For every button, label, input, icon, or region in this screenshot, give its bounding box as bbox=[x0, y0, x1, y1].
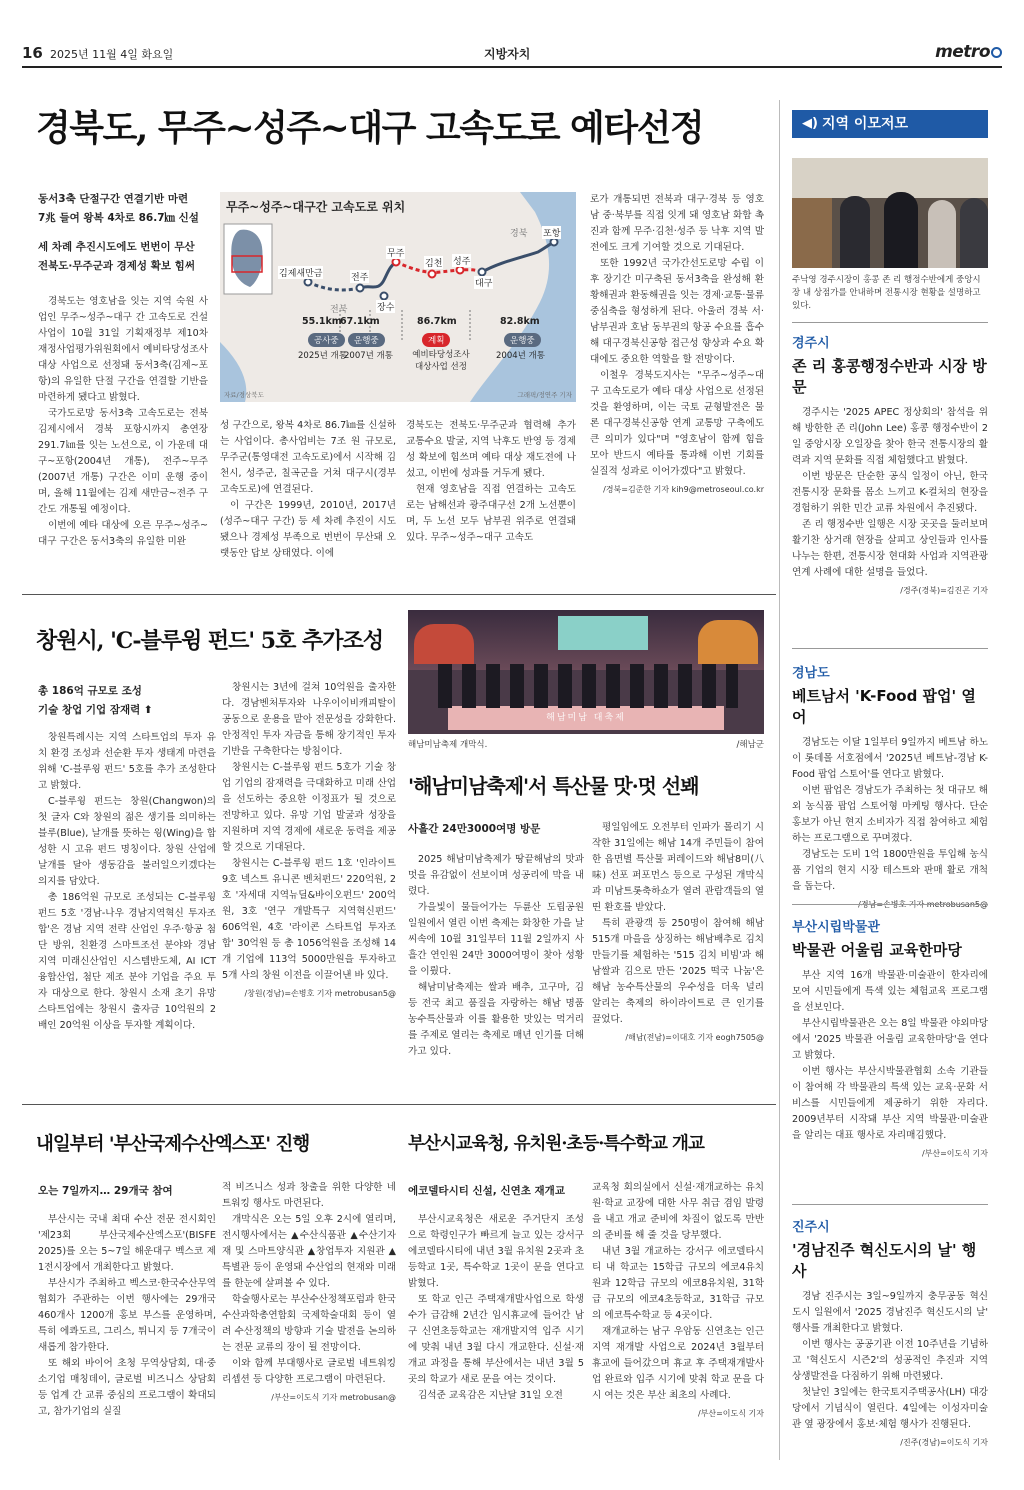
sidebar-region: 경주시 bbox=[792, 336, 830, 351]
map-region-label: 전북 bbox=[330, 305, 348, 315]
distance-label: 67.1km bbox=[340, 316, 380, 327]
article1-subheads bbox=[38, 190, 208, 276]
person-figure bbox=[840, 196, 870, 268]
divider bbox=[792, 904, 988, 905]
photo-credit: /해남군 bbox=[736, 740, 764, 750]
article5-paragraph: 김석준 교육감은 지난달 31일 오전 bbox=[418, 1390, 563, 1401]
person-figure bbox=[928, 200, 956, 268]
sidebar-byline: /진주(경남)=이도식 기자 bbox=[900, 1438, 988, 1447]
divider bbox=[792, 648, 988, 649]
article1-paragraph: 이철우 경북도지사는 "무주~성주~대구 고속도로가 예타 대상 사업으로 선정된 것을 환영하며, 이는 국토 균형발전은 물론 대구경북신공항 연계 교통망 구축에도 큰 의미가 있다"며 "영호남이 함께 힘을 모아 반드시 예타를 통과해 이번 기회를 실질적 성과로 이어가겠다"고 밝혔다. bbox=[590, 370, 764, 477]
article2-paragraph: 창원시는 C-블루윙 펀드 5호가 기술 창업 기업의 잠재력을 극대화하고 미래 산업을 선도하는 중요한 이정표가 될 것으로 전망하고 있다. 유망 기업 발굴과 성장을 지원하며 지역 경제에 새로운 동력을 제공할 것으로 기대된다. bbox=[222, 762, 396, 853]
map-credit: 그래픽/정연주 기자 bbox=[517, 391, 572, 399]
article1-subhead: 동서3축 단절구간 연결기반 마련 bbox=[38, 193, 189, 205]
article1-col3 bbox=[406, 418, 576, 546]
article1-title: 경북도, 무주~성주~대구 고속도로 예타선정 bbox=[36, 107, 704, 149]
city-label: 포항 bbox=[542, 226, 561, 239]
sidebar-byline: /부산=이도식 기자 bbox=[921, 1149, 988, 1158]
road-segment-daegu-pohang bbox=[482, 242, 554, 272]
person-figure bbox=[960, 198, 988, 268]
photo-caption-text: 해남미남축제 개막식. bbox=[408, 740, 488, 750]
sidebar-body bbox=[792, 405, 988, 599]
article1-paragraph: 국가도로망 동서3축 고속도로는 전북 김제시에서 경북 포항시까지 총연장 291.7㎞를 잇는 노선으로, 이 가운데 대구~포항(2004년 개통), 전주~무주(2007년 개통) 구간은 이미 운행 중이며, 올해 11월에는 김제 새만금~전주 구간도 개통될 예정이다. bbox=[38, 408, 208, 515]
status-badge: 운행중 bbox=[504, 333, 541, 347]
article4-subhead: 오는 7일까지… 29개국 참여 bbox=[38, 1185, 173, 1197]
article4-paragraph: 개막식은 오는 5일 오후 2시에 열리며, 전시행사에서는 ▲수산식품관 ▲수산기자재 및 스마트양식관 ▲창업투자 지원관 ▲특별관 등이 운영돼 수산업의 현재와 미래를 한눈에 살펴볼 수 있다. bbox=[222, 1214, 396, 1289]
sidebar-title: 박물관 어울림 교육한마당 bbox=[792, 941, 962, 959]
distance-label: 82.8km bbox=[500, 316, 540, 327]
article1-subhead: 7兆 들여 왕복 4차로 86.7㎞ 신설 bbox=[38, 212, 199, 224]
article3-paragraph: 가을빛이 물들어가는 두륜산 도립공원 일원에서 열린 이번 축제는 화창한 가을 날씨속에 10월 31일부터 11월 2일까지 사흘간 연인원 24만 3000여명이 찾아 성황을 이뤘다. bbox=[408, 902, 584, 977]
divider bbox=[792, 322, 988, 323]
route-map-graphic bbox=[220, 192, 576, 402]
sidebar-byline bbox=[792, 897, 988, 913]
article4-paragraph: 적 비즈니스 성과 창출을 위한 다양한 네트워킹 행사도 마련된다. bbox=[222, 1182, 396, 1209]
article3-title: '해남미남축제'서 특산물 맛·멋 선봬 bbox=[408, 774, 699, 798]
status-badge: 운행중 bbox=[348, 333, 385, 347]
article5-paragraph: 또 학교 인근 주택재개발사업으로 학생 수가 급감해 2년간 임시휴교에 들어간 남구 신연초등학교는 재개발지역 입주 시기에 맞춰 내년 3월 다시 개교한다. 신설·재개교 과정을 통해 부산에서는 내년 3월 5곳의 학교가 새로 문을 여는 것이다. bbox=[408, 1294, 584, 1385]
sidebar-byline: /경주(경북)=김진곤 기자 bbox=[900, 586, 988, 595]
section-name: 지방자치 bbox=[484, 47, 531, 61]
sidebar-news-item bbox=[792, 916, 988, 1162]
article2-col1 bbox=[38, 730, 216, 1034]
city-label: 장수 bbox=[376, 300, 395, 313]
ceremony-people bbox=[438, 664, 738, 708]
segment-note: 2007년 개통 bbox=[344, 351, 393, 361]
haenam-festival-photo bbox=[408, 610, 764, 734]
city-label: 무주 bbox=[386, 246, 405, 259]
festival-banner-text: 해남미남 대축제 bbox=[546, 713, 626, 723]
sidebar-title: '경남진주 혁신도시의 날' 행사 bbox=[792, 1241, 977, 1280]
article3-subheads bbox=[408, 820, 584, 839]
article3-col1 bbox=[408, 852, 584, 1060]
article5-paragraph: 교육청 회의실에서 신설·재개교하는 유치원·학교 교장에 대한 사무 취급 겸임 발령을 내고 개교 준비에 차질이 없도록 만반의 준비를 해 줄 것을 당부했다. bbox=[592, 1182, 764, 1241]
divider bbox=[22, 1104, 776, 1105]
city-label: 성주 bbox=[452, 254, 471, 267]
article1-paragraph: 경북도는 영호남을 잇는 지역 숙원 사업인 무주~성주~대구 간 고속도로 건설사업이 10월 31일 기획재정부 제10차 재정사업평가위원회에서 예비타당성조사 대상 사업으로 선정돼 동서3축(김제~포항)의 유일한 단절 구간을 연결할 기반을 마련하게 됐다고 밝혔다. bbox=[38, 296, 208, 403]
city-dot bbox=[479, 269, 486, 276]
article5-subhead: 에코델타시티 신설, 신연초 재개교 bbox=[408, 1185, 565, 1197]
city-dot bbox=[305, 279, 312, 286]
article1-paragraph: 이번에 예타 대상에 오른 무주~성주~대구 구간은 동서3축의 유일한 미완 bbox=[38, 520, 208, 547]
market-ceiling bbox=[792, 158, 988, 198]
article1-col2 bbox=[220, 418, 396, 562]
article2-paragraph: 창원시는 3년에 걸쳐 10억원을 출자한다. 경남벤처투자와 나우이이비캐피탈이 공동으로 운용을 맡아 전문성을 강화한다. 안정적인 투자 자금을 통해 장기적인 투자 기반을 구축한다는 방침이다. bbox=[222, 682, 396, 757]
road-segment-gimje-jeonju bbox=[308, 282, 360, 290]
distance-label: 86.7km bbox=[417, 316, 457, 327]
city-dot bbox=[357, 285, 364, 292]
article1-paragraph: 또한 1992년 국가간선도로망 수립 이후 장기간 미구축된 동서3축을 완성해 환황해권과 환동해권을 잇는 경제·교통·물류 중심축을 형성하게 된다. 아울러 경북 서·남부권과 호남 동부권의 항공 수요를 흡수해 대구경북신공항 접근성 향상과 수요 확대에도 중요한 역할을 할 전망이다. bbox=[590, 258, 764, 365]
article2-subhead: 총 186억 규모로 조성 bbox=[38, 685, 142, 697]
article1-paragraph: 현재 영호남을 직접 연결하는 고속도로는 남해선과 광주대구선 2개 노선뿐이며, 두 노선 모두 남부권 위주로 연결돼 있다. 무주~성주~대구 고속도 bbox=[406, 484, 576, 543]
sidebar-header bbox=[792, 110, 988, 138]
sidebar-paragraph: 부산시립박물관은 오는 8일 박물관 야외마당에서 '2025 박물관 어울림 교육한마당'을 연다고 밝혔다. bbox=[792, 1018, 988, 1061]
city-dot bbox=[393, 259, 400, 266]
article2-subheads bbox=[38, 682, 218, 720]
article2-paragraph: 창원시는 C-블루윙 펀드 1호 '인라이트 9호 넥스트 유니콘 벤처펀드' 220억원, 2호 '자세대 지역뉴딜&바이오펀드' 200억원, 3호 '연구 개발특구 지역혁신펀드' 606억원, 4호 '라이콘 스타트업 투자조합' 30억원 등 총 1056억원을 조성해 14개 기업에 113억 5000만원을 투자하고 5개 사의 창원 이전을 이끌어낸 바 있다. bbox=[222, 858, 396, 981]
article1-subhead: 전북도·무주군과 경제성 확보 힘써 bbox=[38, 260, 195, 272]
route-map bbox=[220, 192, 576, 402]
sidebar-photo bbox=[792, 158, 988, 268]
article2-byline: /창원(경남)=손병호 기자 metrobusan5@ bbox=[244, 989, 396, 998]
divider bbox=[792, 1204, 988, 1205]
stage-decor bbox=[414, 624, 474, 664]
sidebar-paragraph: 경남 진주시는 3일~9일까지 충무공동 혁신도시 일원에서 '2025 경남진주 혁신도시의 날' 행사를 개최한다고 밝혔다. bbox=[792, 1291, 988, 1334]
article5-col2 bbox=[592, 1180, 764, 1422]
article2-subhead: 기술 창업 기업 잠재력 ⬆ bbox=[38, 704, 153, 716]
article5-paragraph: 재개교하는 남구 우암동 신연초는 인근 지역 재개발 사업으로 2024년 3월부터 휴교에 들어갔으며 휴교 후 주택재개발사업 완료와 입주 시기에 맞춰 학교 문을 다시 여는 것은 부산 최초의 사례다. bbox=[592, 1326, 764, 1401]
status-badge: 공사중 bbox=[308, 333, 345, 347]
city-label: 전주 bbox=[350, 270, 369, 283]
article3-paragraph: 평일임에도 오전부터 인파가 몰리기 시작한 31일에는 해남 14개 주민들이 참여한 읍면별 특산물 퍼레이드와 해남8미(八味) 선포 퍼포먼스 등으로 구성된 개막식과 미남트롯축하쇼가 열려 관람객들의 열띤 환호를 받았다. bbox=[592, 822, 764, 913]
metro-logo bbox=[935, 42, 1002, 62]
sidebar-photo-caption: 주낙영 경주시장이 홍콩 존 리 행정수반에게 중앙시장 내 상점가를 안내하며 전통시장 현황을 설명하고 있다. bbox=[792, 275, 981, 311]
article2-paragraph: C-블루윙 펀드는 창원(Changwon)의 첫 글자 C와 창원의 젊은 생기를 의미하는 블루(Blue), 날개를 뜻하는 윙(Wing)을 합성한 시 고유 펀드 명칭이다. 창원 산업에 날개를 달아 생동감을 불러일으키겠다는 의지를 담았다. bbox=[38, 796, 216, 887]
article4-title: 내일부터 '부산국제수산엑스포' 진행 bbox=[36, 1134, 310, 1155]
article2-col2 bbox=[222, 680, 396, 1002]
divider bbox=[22, 594, 776, 595]
sidebar-paragraph: 경남도는 이달 1일부터 9일까지 베트남 하노이 롯데몰 서호점에서 '2025년 베트남-경남 K-Food 팝업 스토어'를 연다고 밝혔다. bbox=[792, 737, 988, 780]
article3-paragraph: 특히 관광객 등 250명이 참여해 해남 515개 마을을 상징하는 해남배추로 김치만들기를 체험하는 '515 김치 비빔'과 해남쌀과 김으로 만든 '2025 떡국 나눔'은 해남 농수특산물의 우수성을 더욱 널리 알리는 축제의 하이라이트로 큰 인기를 끌었다. bbox=[592, 918, 764, 1025]
sidebar-divider bbox=[779, 100, 780, 1460]
article3-subhead: 사흘간 24만3000여명 방문 bbox=[408, 823, 541, 835]
sidebar-news-item bbox=[792, 1216, 988, 1451]
segment-note: 2004년 개통 bbox=[496, 351, 545, 361]
sidebar-news-item bbox=[792, 332, 988, 599]
article4-paragraph: 이와 함께 부대행사로 글로벌 네트워킹 리셉션 등 다양한 프로그램이 마련된다. bbox=[222, 1358, 396, 1385]
article3-paragraph: 2025 해남미남축제가 땅끝해남의 맛과 멋을 유감없이 선보이며 성공리에 막을 내렸다. bbox=[408, 854, 584, 897]
article1-paragraph: 이 구간은 1999년, 2010년, 2017년(성주~대구 구간) 등 세 차례 추진이 시도됐으나 경제성 부족으로 번번이 무산돼 오랫동안 답보 상태였다. 이에 bbox=[220, 500, 396, 559]
stage-screen bbox=[558, 616, 648, 650]
sidebar-region: 경남도 bbox=[792, 666, 830, 681]
metro-logo-text: metro bbox=[935, 42, 990, 62]
issue-date: 2025년 11월 4일 화요일 bbox=[50, 48, 174, 61]
article1-paragraph: 경북도는 전북도·무주군과 협력해 추가 교통수요 발굴, 지역 낙후도 반영 등 경제성 확보에 힘쓰며 예타 대상 재도전에 나섰고, 이번에 성과를 거두게 됐다. bbox=[406, 420, 576, 479]
article1-paragraph: 로가 개통되면 전북과 대구·경북 등 영호남 중·북부를 직접 잇게 돼 영호남 화합 촉진과 함께 무주·김천·성주 등 낙후 지역 발전에도 크게 기여할 것으로 기대된다. bbox=[590, 194, 764, 253]
sidebar-paragraph: 이번 행사는 공공기관 이전 10주년을 기념하고 '혁신도시 시즌2'의 성공적인 추진과 지역 상생발전을 다짐하기 위해 마련됐다. bbox=[792, 1339, 988, 1382]
page-number: 16 bbox=[22, 44, 43, 62]
article1-col1 bbox=[38, 294, 208, 550]
map-source: 자료/경상북도 bbox=[224, 391, 264, 399]
article1-paragraph: 성 구간으로, 왕복 4차로 86.7㎞를 신설하는 사업이다. 총사업비는 7조 원 규모로, 무주군(통영대전 고속도로)에서 시작해 김천시, 성주군, 칠곡군을 거쳐 대구시(경부고속도로)에 연결된다. bbox=[220, 420, 396, 495]
sidebar-body bbox=[792, 968, 988, 1162]
city-label: 김천 bbox=[424, 256, 443, 269]
distance-label: 55.1km bbox=[302, 316, 342, 327]
article4-byline: /부산=이도식 기자 metrobusan@ bbox=[271, 1393, 396, 1402]
sidebar-paragraph: 경남도는 도비 1억 1800만원을 투입해 농식품 기업의 현지 시장 테스트와 판매 활로 개척을 돕는다. bbox=[792, 849, 988, 892]
segment-note: 예비타당성조사 대상사업 선정 bbox=[412, 350, 470, 372]
article5-title: 부산시교육청, 유치원·초등·특수학교 개교 bbox=[408, 1134, 704, 1154]
article4-subheads bbox=[38, 1182, 218, 1201]
article4-col2 bbox=[222, 1180, 396, 1406]
article1-byline: /경북=김준한 기자 kih9@metroseoul.co.kr bbox=[603, 485, 764, 494]
sidebar-body bbox=[792, 1289, 988, 1451]
article2-paragraph: 총 186억원 규모로 조성되는 C-블루윙 펀드 5호 '경남-나우 경남지역혁신 투자조합'은 경남 지역 전략 산업인 우주·항공 첨단 방위, 친환경 스마트조선 분야와 경남 지역 미래신산업인 시스템반도체, AI ICT융합산업, 첨단 제조 분야 기업을 주요 투자 대상으로 한다. 창원시 소재 초기 유망 스타트업에는 창원시 출자금 10억원의 2배인 20억원 이상을 투자할 계획이다. bbox=[38, 892, 216, 1031]
article1-subhead: 세 차례 추진시도에도 번번이 무산 bbox=[38, 241, 195, 253]
status-badge: 계획 bbox=[422, 333, 450, 347]
city-label: 김제새만금 bbox=[278, 266, 323, 279]
article3-paragraph: 해남미남축제는 쌀과 배추, 고구마, 김 등 전국 최고 품질을 자랑하는 해남 명품 농수특산물과 이를 활용한 맛있는 먹거리를 주제로 열리는 축제로 매년 인기를 더해가고 있다. bbox=[408, 982, 584, 1057]
sidebar-paragraph: 이번 팝업은 경남도가 주최하는 첫 대규모 해외 농식품 팝업 스토어형 마케팅 행사다. 단순 홍보가 아닌 현지 소비자가 직접 참여하고 체험하는 프로그램으로 꾸며졌다. bbox=[792, 785, 988, 844]
sidebar-paragraph: 부산 지역 16개 박물관·미술관이 한자리에 모여 시민들에게 특색 있는 체험교육 프로그램을 선보인다. bbox=[792, 970, 988, 1013]
article2-title: 창원시, 'C-블루윙 펀드' 5호 추가조성 bbox=[36, 628, 383, 654]
article4-col1 bbox=[38, 1212, 216, 1420]
stage-decor bbox=[698, 620, 758, 664]
sidebar-paragraph: 이번 행사는 부산시박물관협회 소속 기관들이 참여해 각 박물관의 특색 있는 교육·문화 서비스를 시민들에게 제공하기 위한 자리다. 2009년부터 시작돼 부산 지역 박물관·미술관을 알리는 대표 행사로 자리매김했다. bbox=[792, 1066, 988, 1141]
article5-subheads bbox=[408, 1182, 588, 1201]
article3-col2 bbox=[592, 820, 764, 1046]
sidebar-title: 베트남서 'K-Food 팝업' 열어 bbox=[792, 687, 976, 726]
person-figure bbox=[884, 192, 918, 268]
article4-paragraph: 또 해외 바이어 초청 무역상담회, 대·중소기업 매칭데이, 글로벌 비즈니스 상담회 등 업계 간 교류 중심의 프로그램이 확대되고, 참가기업의 실질 bbox=[38, 1358, 216, 1417]
city-dot bbox=[551, 239, 558, 246]
page-header bbox=[22, 44, 1002, 66]
article1-col4 bbox=[590, 192, 764, 498]
metro-logo-mark-icon bbox=[991, 47, 1002, 58]
market-stall bbox=[792, 198, 832, 268]
map-region-label: 경북 bbox=[510, 229, 528, 239]
article5-col1 bbox=[408, 1212, 584, 1404]
map-title: 무주~성주~대구간 고속도로 위치 bbox=[226, 200, 406, 214]
article5-paragraph: 부산시교육청은 새로운 주거단지 조성으로 학령인구가 빠르게 늘고 있는 강서구 에코델타시티에 내년 3월 유치원 2곳과 초등학교 1곳, 특수학교 1곳이 문을 연다고 밝혔다. bbox=[408, 1214, 584, 1289]
header-rule bbox=[22, 66, 1002, 68]
sidebar-header-text: 지역 이모저모 bbox=[822, 116, 909, 132]
segment-note: 2025년 개통 bbox=[298, 351, 347, 361]
article5-byline: /부산=이도식 기자 bbox=[697, 1409, 764, 1418]
city-label: 대구 bbox=[474, 276, 493, 289]
city-dot bbox=[429, 271, 436, 278]
sidebar-news-item bbox=[792, 662, 988, 913]
photo-caption bbox=[408, 738, 764, 750]
sidebar-paragraph: 이번 방문은 단순한 공식 일정이 아닌, 한국 전통시장 문화를 몸소 느끼고 K-컬처의 현장을 경험하기 위한 민간 교류 차원에서 추진됐다. bbox=[792, 471, 988, 514]
sidebar-body bbox=[792, 735, 988, 913]
article4-paragraph: 학술행사로는 부산수산정책포럼과 한국수산과학총연합회 국제학술대회 등이 열려 수산정책의 방향과 기술 발전을 논의하는 전문 교류의 장이 될 전망이다. bbox=[222, 1294, 396, 1353]
article5-paragraph: 내년 3월 개교하는 강서구 에코델타시티 내 학교는 15학급 규모의 에코4유치원과 12학급 규모의 에코8유치원, 31학급 규모의 에코4초등학교, 31학급 규모의 에코특수학교 등 4곳이다. bbox=[592, 1246, 764, 1321]
article2-paragraph: 창원특례시는 지역 스타트업의 투자 유치 환경 조성과 선순환 투자 생태계 마련을 위해 'C-블루윙 펀드' 5호를 추가 조성한다고 밝혔다. bbox=[38, 732, 216, 791]
city-dot bbox=[381, 293, 388, 300]
speaker-icon: ◀) bbox=[802, 116, 818, 131]
festival-banner bbox=[448, 706, 724, 730]
sidebar-title: 존 리 홍콩행정수반과 시장 방문 bbox=[792, 357, 987, 396]
article4-paragraph: 부산시는 국내 최대 수산 전문 전시회인 '제23회 부산국제수산엑스포'(BISFE 2025)를 오는 5~7일 해운대구 벡스코 제1전시장에서 개최한다고 밝혔다. bbox=[38, 1214, 216, 1273]
sidebar-region: 부산시립박물관 bbox=[792, 920, 880, 935]
sidebar-region: 진주시 bbox=[792, 1220, 830, 1235]
city-dot bbox=[457, 267, 464, 274]
sidebar-paragraph: 경주시는 '2025 APEC 정상회의' 참석을 위해 방한한 존 리(John Lee) 홍콩 행정수반이 2일 중앙시장 오일장을 찾아 한국 전통시장의 활력과 지역 문화를 직접 체험했다고 밝혔다. bbox=[792, 407, 988, 466]
article4-paragraph: 부산시가 주최하고 벡스코·한국수산무역협회가 주관하는 이번 행사에는 29개국 460개사 1200개 홍보 부스를 운영하며, 특히 에콰도르, 그리스, 튀니지 등 7개국이 새롭게 참가한다. bbox=[38, 1278, 216, 1353]
sea-area bbox=[470, 192, 576, 402]
article3-byline: /해남(전남)=이대호 기자 eogh7505@ bbox=[625, 1033, 764, 1042]
sidebar-paragraph: 첫날인 3일에는 한국토지주택공사(LH) 대강당에서 기념식이 열린다. 4일에는 이성자미술관 옆 광장에서 홍보·체험 행사가 진행된다. bbox=[792, 1387, 988, 1430]
sidebar-paragraph: 존 리 행정수반 일행은 시장 곳곳을 둘러보며 활기찬 상거래 현장을 살피고 상인들과 인사를 나누는 한편, 전통시장 현대화 사업과 지역관광 연계 사례에 대한 설명을 들었다. bbox=[792, 519, 988, 578]
